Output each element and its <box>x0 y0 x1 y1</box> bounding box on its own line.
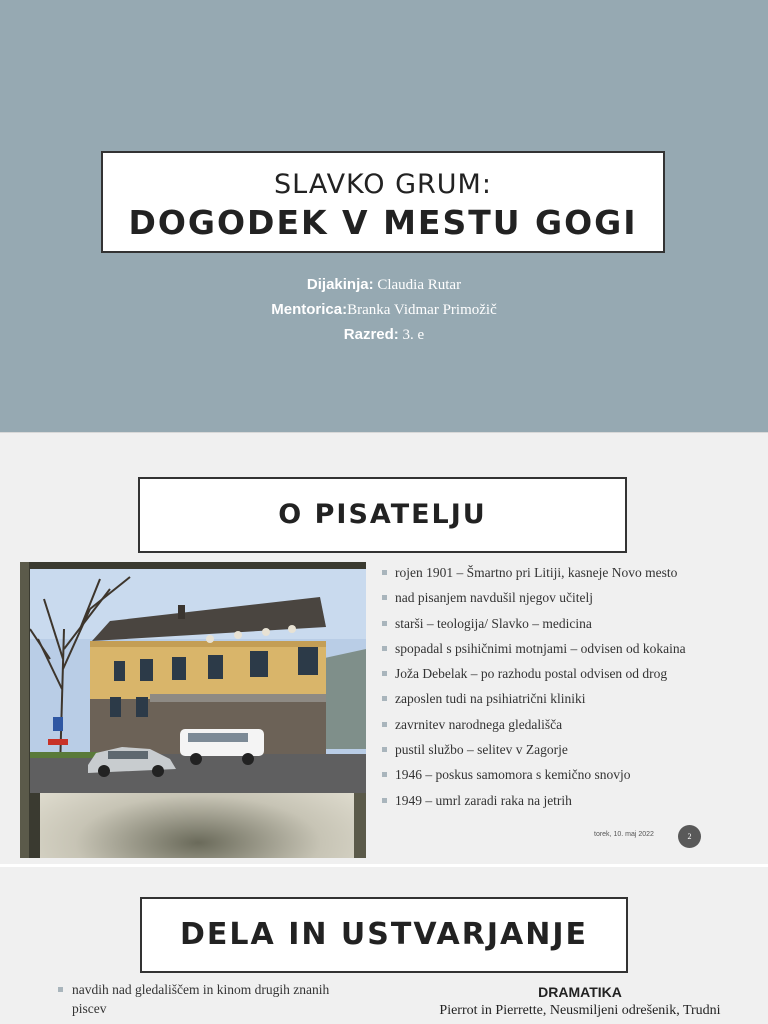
about-author-heading: O PISATELJU <box>278 499 487 530</box>
list-item <box>382 764 762 789</box>
list-item <box>58 980 358 1018</box>
title-line-2: DOGODEK V MESTU GOGI <box>128 203 638 242</box>
class-line <box>0 326 768 344</box>
bullet-text: starši – teologija/ Slavko – medicina <box>395 615 592 631</box>
list-item <box>382 638 762 663</box>
mentor-label: Mentorica: <box>271 301 348 318</box>
bullet-text: 1946 – poskus samomora s kemično snovjo <box>395 767 631 783</box>
bullet-square-icon <box>382 747 387 752</box>
slide-divider <box>0 432 768 433</box>
list-item <box>382 613 762 638</box>
bullet-square-icon <box>382 595 387 600</box>
class-label: Razred: <box>343 326 399 343</box>
building-photo <box>20 562 366 858</box>
footer-date: torek, 10. maj 2022 <box>594 831 654 838</box>
photo-right-strip <box>354 792 366 858</box>
bullet-text: 1949 – umrl zaradi raka na jetrih <box>395 792 572 808</box>
works-heading-box <box>140 897 628 973</box>
list-item <box>382 587 762 612</box>
bullet-text: pustil službo – selitev v Zagorje <box>395 742 568 758</box>
old-photo-background <box>40 782 356 858</box>
bullet-square-icon <box>382 722 387 727</box>
bullet-text-line-2: piscev <box>72 1001 107 1016</box>
title-line-1: SLAVKO GRUM: <box>274 169 492 200</box>
bullet-text: zaposlen tudi na psihiatrični kliniki <box>395 691 586 707</box>
author-bullet-list <box>382 562 762 815</box>
about-author-heading-box <box>138 477 627 553</box>
student-value: Claudia Rutar <box>377 277 462 293</box>
photo-left-strip <box>20 562 29 858</box>
mentor-line <box>0 301 768 319</box>
drama-text: Pierrot in Pierrette, Neusmiljeni odrešenik, Trudni <box>439 1003 721 1018</box>
bullet-square-icon <box>382 696 387 701</box>
bullet-text: Joža Debelak – po razhodu postal odvisen od drog <box>395 666 668 682</box>
list-item <box>382 688 762 713</box>
student-line <box>0 276 768 294</box>
list-item <box>382 562 762 587</box>
building-illustration <box>30 569 366 793</box>
drama-heading: DRAMATIKA <box>538 984 622 1000</box>
title-box <box>101 151 665 253</box>
bullet-square-icon <box>382 570 387 575</box>
class-value: 3. e <box>402 327 425 343</box>
bullet-text-line-1: navdih nad gledališčem in kinom drugih znanih <box>72 982 330 997</box>
list-item <box>382 790 762 815</box>
list-item <box>382 739 762 764</box>
list-item <box>382 663 762 688</box>
bullet-text: spopadal s psihičnimi motnjami – odvisen od kokaina <box>395 640 686 656</box>
title-slide <box>0 0 768 432</box>
works-bullet-list <box>58 980 358 1018</box>
bullet-square-icon <box>382 772 387 777</box>
bullet-text: rojen 1901 – Šmartno pri Litiji, kasneje Novo mesto <box>395 565 678 580</box>
student-label: Dijakinja: <box>306 276 374 293</box>
works-heading: DELA IN USTVARJANJE <box>180 917 588 952</box>
bullet-square-icon <box>382 646 387 651</box>
bullet-text: nad pisanjem navdušil njegov učitelj <box>395 590 593 606</box>
bullet-square-icon <box>58 987 63 992</box>
list-item <box>382 714 762 739</box>
bullet-text: zavrnitev narodnega gledališča <box>395 716 563 732</box>
page-number-badge: 2 <box>678 825 701 848</box>
bullet-square-icon <box>382 621 387 626</box>
mentor-value: Branka Vidmar Primožič <box>347 302 497 318</box>
bullet-square-icon <box>382 671 387 676</box>
slide-divider <box>0 864 768 867</box>
bullet-square-icon <box>382 798 387 803</box>
